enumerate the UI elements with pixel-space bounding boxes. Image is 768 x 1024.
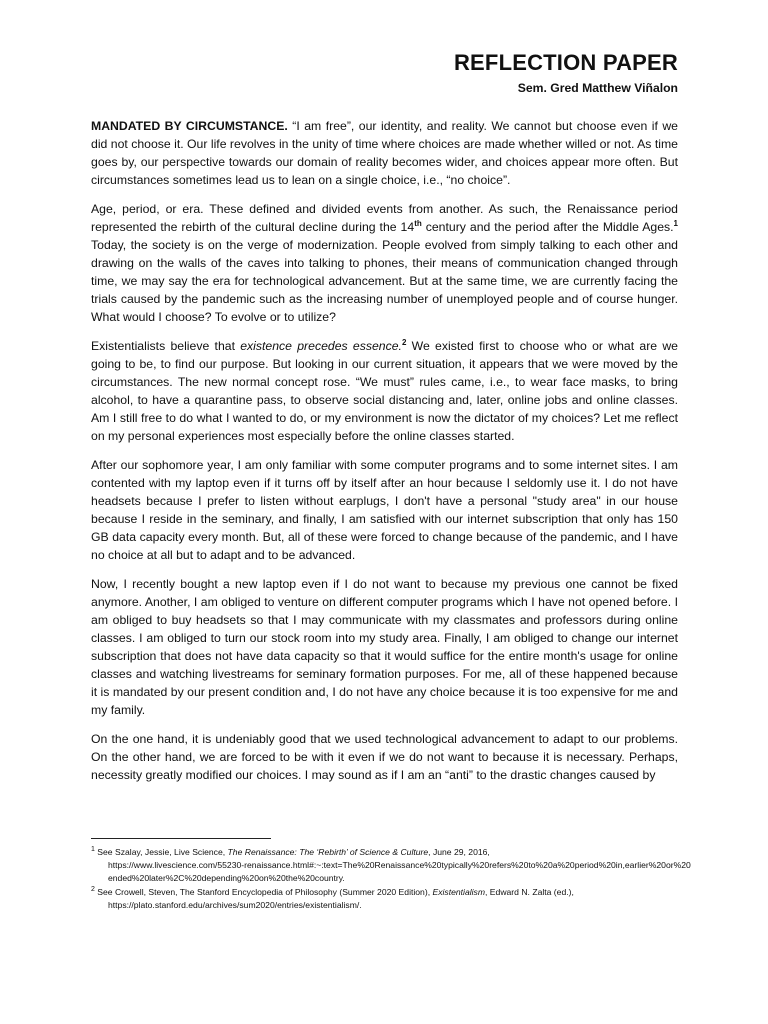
footnote-link[interactable]: https://www.livescience.com/55230-renaissance.html#:~:text=The%20Renaissance%20typically%20refers%20to%20a%20period%20in,earlier%20or%20ended%20later%2C%20depending%20on%20the%20country. — [108, 860, 691, 883]
footnote-2 — [91, 886, 691, 912]
paragraph-5: Now, I recently bought a new laptop even if I do not want to because my previous one cannot be fixed anymore. Another, I am obliged to venture on different computer programs which I have not opened before. I am obliged to buy headsets so that I may communicate with my classmates and professors during online classes. I am obliged to turn our stock room into my study area. Finally, I am obliged to change our internet subscription that does not have data capacity so that it would suffice for the entire month's usage for online classes and watching livestreams for seminary formation purposes. For me, all of these happened because it is mandated by our present condition and, I do not have any choice because it is too expensive for me and my family. — [91, 577, 678, 717]
ordinal-suffix: th — [414, 218, 422, 228]
paragraph-lead: MANDATED BY CIRCUMSTANCE. — [91, 119, 288, 133]
footnote-ref-2[interactable]: 2 — [401, 337, 407, 347]
paragraph-text: Existentialists believe that — [91, 339, 241, 353]
footnotes — [91, 846, 691, 913]
footnote-text: See Szalay, Jessie, Live Science, — [94, 847, 228, 857]
footnote-link[interactable]: https://plato.stanford.edu/archives/sum2020/entries/existentialism/. — [108, 900, 362, 910]
document-body — [91, 117, 678, 795]
footnote-italic: Existentialism — [432, 887, 486, 897]
footnote-italic: The Renaissance: The ‘Rebirth’ of Science & Culture — [227, 847, 429, 857]
page-title: REFLECTION PAPER — [453, 50, 678, 75]
paragraph-text: Today, the society is on the verge of modernization. People evolved from simply talking to each other and drawing on the walls of the caves into talking to phones, their means of communication changed through time, we may say the era for technological advancement. But at the same time, we are currently facing the trials caused by the pandemic such as the increasing number of unemployed people and of course hunger. What would I choose? To evolve or to utilize? — [91, 238, 678, 324]
footnote-separator — [91, 838, 271, 839]
paragraph-4: After our sophomore year, I am only familiar with some computer programs and to some internet sites. I am contented with my laptop even if it turns off by itself after an hour because I seldomly use it. I do not have headsets because I prefer to listen without earplugs, I don't have a personal "study area" in our house because I reside in the seminary, and finally, I am satisfied with our internet subscription that only has 150 GB data capacity every month. But, all of these were forced to change because of the pandemic, and I have no choice at all but to adapt and to be advanced. — [91, 458, 678, 562]
italic-phrase: existence precedes essence. — [240, 339, 402, 353]
paragraph-6: On the one hand, it is undeniably good that we used technological advancement to adapt to our problems. On the other hand, we are forced to be with it even if we do not want to because it is necessary. Perhaps, necessity greatly modified our choices. I may sound as if I am an “anti” to the drastic changes caused by — [91, 732, 678, 782]
paragraph-text: “I am free”, our identity, and reality. We cannot but choose even if we did not choose it. Our life revolves in the unity of time where choices are made whether willed or not. As time goes by, our perspective towards our domain of reality becomes wider, and choices appear more often. But circumstances sometimes lead us to lean on a single choice, i.e., “no choice”. — [91, 119, 678, 187]
author-name: Sem. Gred Matthew Viñalon — [517, 81, 678, 95]
footnote-text: See Crowell, Steven, The Stanford Encyclopedia of Philosophy (Summer 2020 Edition), — [94, 887, 433, 897]
footnote-ref-1[interactable]: 1 — [673, 218, 678, 228]
paragraph-2 — [91, 200, 678, 326]
footnote-text: , Edward N. Zalta (ed.), — [485, 887, 574, 897]
footnote-1 — [91, 846, 691, 885]
footnote-text: , June 29, 2016, — [428, 847, 490, 857]
paragraph-text: We existed first to choose who or what are we going to be, to find our purpose. But looking in our current situation, it appears that we were moved by the circumstances. The new normal concept rose. “We must” rules came, i.e., to wear face masks, to bring alcohol, to have a quarantine pass, to observe social distancing and, later, online jobs and online classes. Am I still free to do what I wanted to do, or my environment is now the dictator of my choices? Let me reflect on my personal experiences most especially before the online classes started. — [91, 339, 678, 443]
footnote-number: 1 — [91, 846, 95, 854]
paragraph-text: Age, period, or era. These defined and divided events from another. As such, the Renaissance period represented the rebirth of the cultural decline during the 14 — [91, 202, 678, 234]
paragraph-3 — [91, 337, 678, 445]
footnote-number: 2 — [91, 886, 95, 894]
paragraph-text: century and the period after the Middle Ages. — [421, 220, 674, 234]
paragraph-1 — [91, 117, 678, 189]
